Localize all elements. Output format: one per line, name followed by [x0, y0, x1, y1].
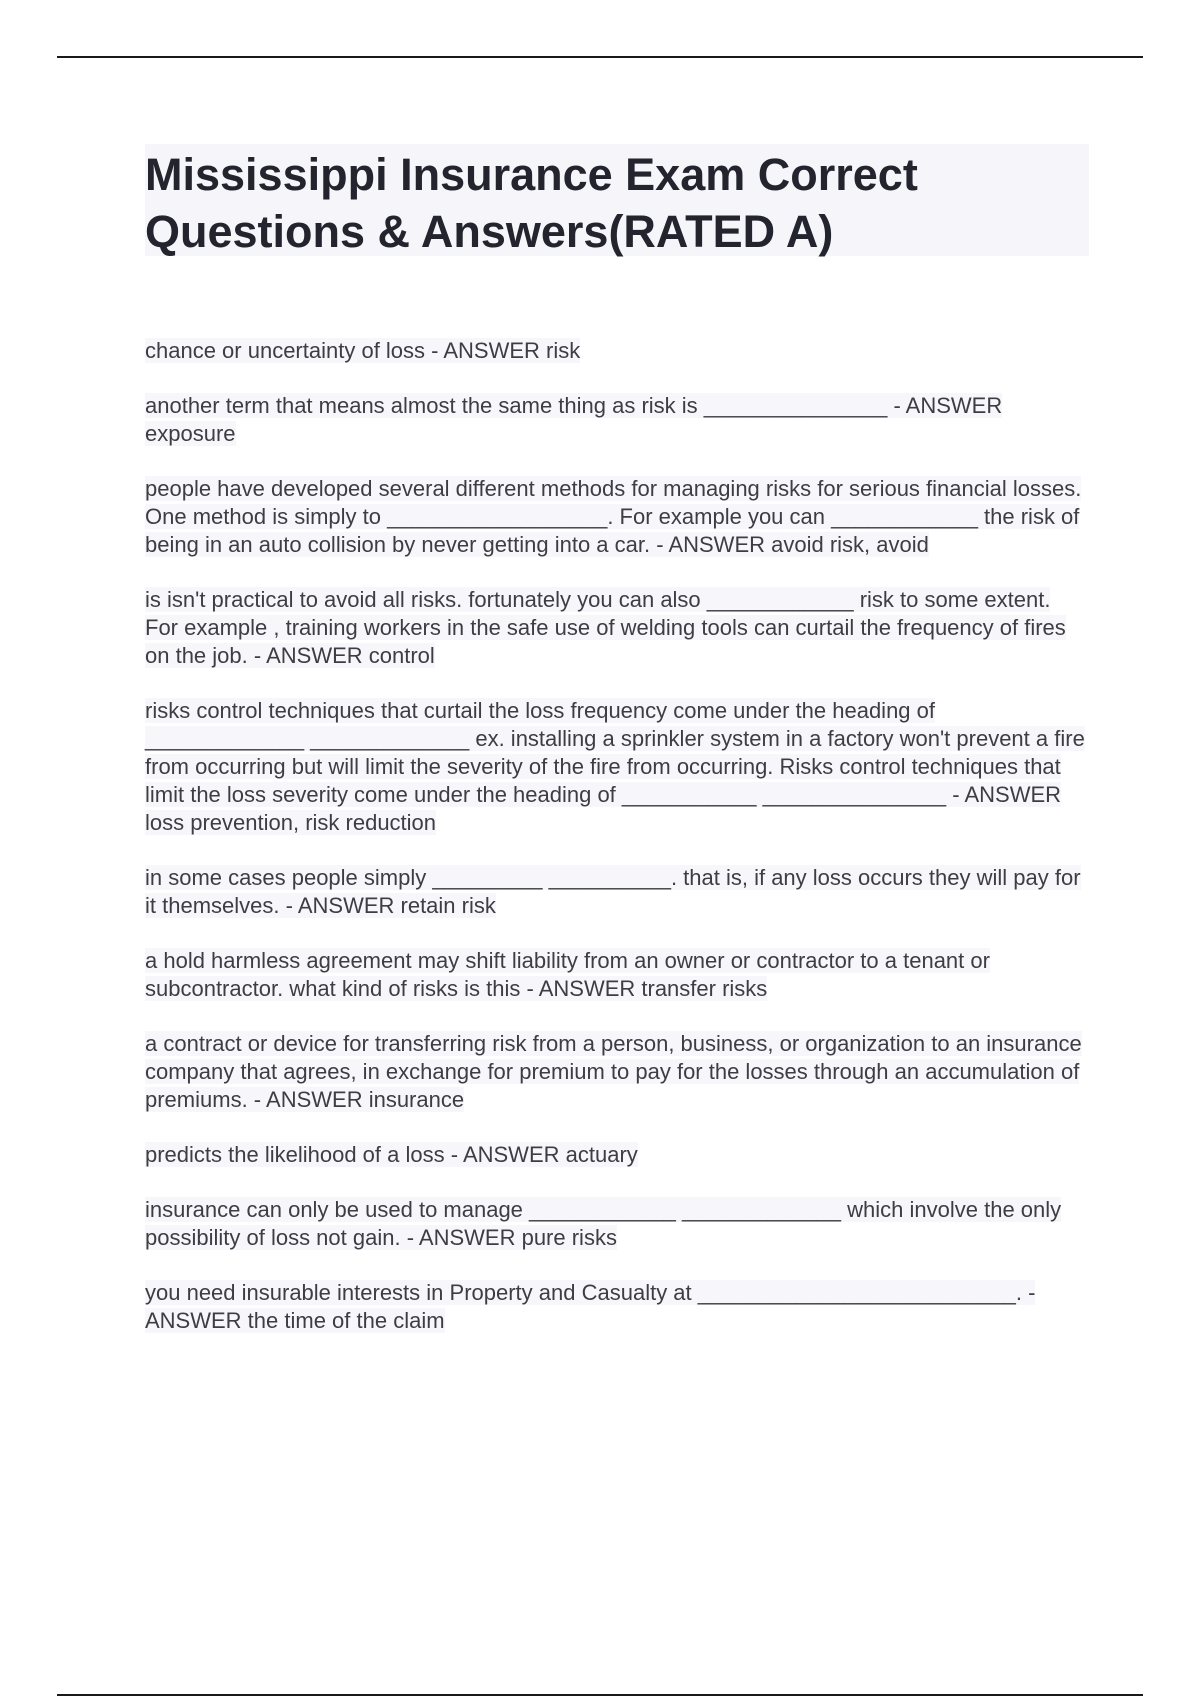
qa-text: you need insurable interests in Property and Casualty at __________________________. - ANSWER the time of the claim: [145, 1280, 1036, 1333]
qa-item: [145, 1030, 1085, 1114]
qa-text: risks control techniques that curtail the loss frequency come under the heading of _____________ _____________ ex. installing a sprinkler system in a factory won't prevent a fire from occurring but will limit the severity of the fire from occurring. Risks control techniques that limit the loss severity come under the heading of ___________ _______________ - ANSWER loss prevention, risk reduction: [145, 698, 1085, 835]
qa-item: [145, 1196, 1085, 1252]
qa-text: another term that means almost the same thing as risk is _______________ - ANSWER exposure: [145, 393, 1003, 446]
qa-item: [145, 947, 1085, 1003]
qa-text: people have developed several different methods for managing risks for serious financial losses. One method is simply to __________________. For example you can ____________ the risk of being in an auto collision by never getting into a car. - ANSWER avoid risk, avoid: [145, 476, 1082, 557]
qa-item: [145, 586, 1085, 670]
qa-item: [145, 337, 1085, 365]
qa-text: a hold harmless agreement may shift liability from an owner or contractor to a tenant or subcontractor. what kind of risks is this - ANSWER transfer risks: [145, 948, 990, 1001]
qa-item: [145, 392, 1085, 448]
qa-text: predicts the likelihood of a loss - ANSWER actuary: [145, 1142, 638, 1167]
qa-item: [145, 475, 1085, 559]
qa-item: [145, 1279, 1085, 1335]
document-title: Mississippi Insurance Exam Correct Questions & Answers(RATED A): [145, 149, 918, 257]
qa-item: [145, 864, 1085, 920]
qa-text: insurance can only be used to manage ____________ _____________ which involve the only possibility of loss not gain. - ANSWER pure risks: [145, 1197, 1062, 1250]
qa-text: chance or uncertainty of loss - ANSWER risk: [145, 338, 581, 363]
qa-item: [145, 1141, 1085, 1169]
qa-text: in some cases people simply _________ __________. that is, if any loss occurs they will pay for it themselves. - ANSWER retain risk: [145, 865, 1081, 918]
top-rule: [57, 56, 1143, 58]
qa-text: is isn't practical to avoid all risks. fortunately you can also ____________ risk to some extent. For example , training workers in the safe use of welding tools can curtail the frequency of fires on the job. - ANSWER control: [145, 587, 1066, 668]
bottom-rule: [57, 1694, 1143, 1696]
qa-list: [145, 337, 1085, 1362]
qa-text: a contract or device for transferring risk from a person, business, or organization to an insurance company that agrees, in exchange for premium to pay for the losses through an accumulation of premiums. - ANSWER insurance: [145, 1031, 1082, 1112]
qa-item: [145, 697, 1085, 837]
